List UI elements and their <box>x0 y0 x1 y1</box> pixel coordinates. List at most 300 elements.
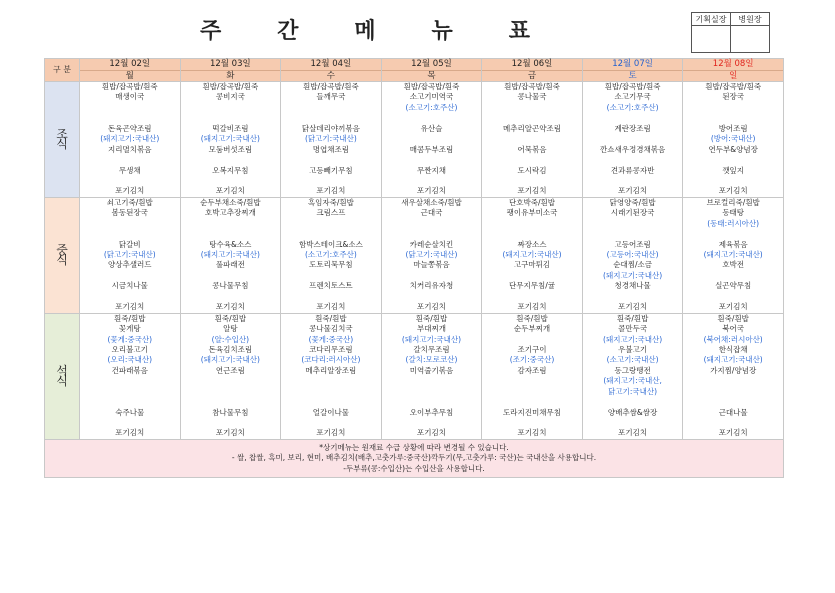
weekly-menu-table <box>44 58 784 478</box>
menu-item <box>482 387 582 397</box>
menu-item: 흰죽/흰밥 <box>315 313 347 323</box>
menu-item: 건파래볶음 <box>111 365 148 375</box>
footer-line: -두부류(콩:수입산)는 수입산을 사용합니다. <box>343 463 485 473</box>
day-date: 12월 03일 <box>181 59 281 71</box>
menu-item: 떡갈비조림 <box>212 123 249 133</box>
menu-item: 매콤두부조림 <box>409 144 454 154</box>
menu-item: 고등어조림 <box>614 239 651 249</box>
menu-item <box>382 155 482 165</box>
menu-cell <box>482 197 583 313</box>
menu-item <box>382 176 482 186</box>
menu-cell <box>683 313 784 439</box>
menu-item: 양상추샐러드 <box>108 260 152 270</box>
menu-item <box>181 229 281 239</box>
menu-item: 깐쇼새우정경채볶음 <box>599 144 666 154</box>
menu-item: (돼지고기:국내산) <box>502 250 562 259</box>
menu-item: 탕수육&소스 <box>209 239 252 249</box>
day-header <box>582 59 683 82</box>
menu-item <box>482 176 582 186</box>
menu-item: 호박고추장찌개 <box>204 208 256 218</box>
menu-item: 오리불고기 <box>111 344 148 354</box>
menu-item <box>80 219 180 229</box>
day-header <box>180 59 281 82</box>
menu-item: (알:수입산) <box>211 334 250 344</box>
day-header <box>381 59 482 82</box>
menu-item <box>281 113 381 123</box>
menu-item <box>482 219 582 229</box>
menu-item: 우불고기 <box>618 344 648 354</box>
menu-item: 팽이유부미소국 <box>506 208 558 218</box>
menu-item <box>382 219 482 229</box>
menu-cell <box>381 82 482 198</box>
menu-item: 흰죽/흰밥 <box>114 313 146 323</box>
menu-cell <box>80 82 181 198</box>
menu-item: 갈치무조림 <box>413 344 450 354</box>
menu-item: 연두부&양념장 <box>708 144 758 154</box>
day-header <box>482 59 583 82</box>
menu-item: 조기구이 <box>517 344 547 354</box>
menu-item <box>583 113 683 123</box>
menu-item <box>382 229 482 239</box>
menu-item: 흰죽/흰밥 <box>415 313 448 323</box>
menu-item <box>482 335 582 345</box>
menu-item: 양배추쌈&쌈장 <box>607 407 658 417</box>
menu-item: 돈육김치조림 <box>208 344 253 354</box>
menu-item <box>80 271 180 281</box>
menu-item: 코다리무조림 <box>309 344 353 354</box>
meal-row <box>45 197 784 313</box>
menu-item <box>181 176 281 186</box>
menu-item <box>683 113 783 123</box>
menu-item <box>583 155 683 165</box>
title-letter: 표 <box>508 19 530 44</box>
menu-cell <box>180 197 281 313</box>
menu-cell <box>281 313 382 439</box>
menu-item: 감자조림 <box>517 365 547 375</box>
menu-item <box>482 134 582 144</box>
day-of-week: 토 <box>628 70 637 81</box>
menu-item <box>281 387 381 397</box>
day-date: 12월 02일 <box>80 59 180 71</box>
menu-item <box>80 292 180 302</box>
approval-label: 병원장 <box>731 13 770 26</box>
day-of-week: 금 <box>527 70 537 81</box>
menu-cell <box>683 197 784 313</box>
menu-item: 소고기무국 <box>614 92 651 102</box>
menu-item: 실곤약무침 <box>715 281 752 291</box>
menu-item: 흰밥/잡곡밥/흰죽 <box>202 82 259 91</box>
menu-item: 포기김치 <box>215 428 245 438</box>
menu-cell <box>281 82 382 198</box>
menu-item: (북어채:러시아산) <box>703 334 763 344</box>
menu-item: 짜장소스 <box>517 239 547 249</box>
menu-item: 포기김치 <box>316 428 346 438</box>
menu-item <box>583 229 683 239</box>
menu-item: 도라지진미채무침 <box>503 407 562 417</box>
menu-item: 참나물무침 <box>212 407 249 417</box>
menu-item: 명엽채조림 <box>312 144 350 154</box>
menu-cell <box>381 313 482 439</box>
menu-item <box>281 397 381 407</box>
footer-line: - 쌀, 찹쌀, 흑미, 보리, 현미, 배추김치(배추,고춧가루:중국산)깍두기(무,고춧가루: 국산)는 국내산을 사용합니다. <box>231 453 597 463</box>
menu-item: 새우살채소죽/흰밥 <box>401 197 462 207</box>
menu-item <box>80 176 180 186</box>
header-corner: 구 분 <box>45 59 80 82</box>
menu-item: (오리:국내산) <box>107 355 153 365</box>
day-of-week: 일 <box>729 70 738 81</box>
menu-item: 흰밥/잡곡밥/흰죽 <box>101 82 158 91</box>
day-of-week: 수 <box>326 70 336 81</box>
menu-item <box>382 134 482 144</box>
footer-notes <box>45 439 784 477</box>
title-letter: 메 <box>354 19 376 44</box>
menu-cell <box>582 82 683 198</box>
approval-sign-area <box>731 26 770 53</box>
menu-item <box>181 292 281 302</box>
meal-label: 조 식 <box>45 82 80 198</box>
menu-cell <box>381 197 482 313</box>
menu-item: 매생이국 <box>115 92 145 102</box>
menu-item: 포기김치 <box>618 428 648 438</box>
menu-item: 카레순살치킨 <box>409 239 454 249</box>
menu-cell <box>281 197 382 313</box>
menu-item: 포기김치 <box>517 186 547 196</box>
menu-item: (돼지고기:국내산) <box>703 250 763 259</box>
menu-item <box>583 397 683 407</box>
menu-item <box>382 418 482 428</box>
menu-item: 메추리알곤약조림 <box>503 123 562 133</box>
menu-item: 포기김치 <box>316 186 346 196</box>
menu-item <box>181 271 281 281</box>
menu-item: 닭고기:국내산) <box>608 386 658 396</box>
menu-item: 포기김치 <box>316 302 346 312</box>
menu-item: (돼지고기:국내산) <box>603 334 663 344</box>
menu-item: (돼지고기:국내산) <box>100 134 160 144</box>
menu-item: 포기김치 <box>618 302 648 312</box>
menu-item <box>683 387 783 397</box>
approval-label: 기획실장 <box>692 13 731 26</box>
title-letter: 뉴 <box>431 19 453 44</box>
menu-item <box>181 397 281 407</box>
menu-item <box>482 113 582 123</box>
menu-item: 포기김치 <box>416 428 446 438</box>
menu-cell <box>683 82 784 198</box>
menu-item <box>583 292 683 302</box>
approval-box <box>691 12 770 53</box>
menu-item <box>482 155 582 165</box>
menu-item <box>281 103 381 113</box>
menu-item: 들깨무국 <box>316 92 346 102</box>
menu-item: (돼지고기:국내산) <box>200 134 260 144</box>
menu-item: 가지찜/양념장 <box>710 365 757 375</box>
menu-item: 단무지무침/귤 <box>509 281 556 291</box>
menu-item: 포기김치 <box>718 428 748 438</box>
menu-item: 흰죽/흰밥 <box>214 313 247 323</box>
menu-item: 제육볶음 <box>718 239 748 249</box>
day-date: 12월 08일 <box>683 59 783 71</box>
menu-item <box>683 229 783 239</box>
menu-item <box>80 387 180 397</box>
menu-item <box>80 113 180 123</box>
meal-label: 중 식 <box>45 197 80 313</box>
menu-item: (돼지고기:국내산) <box>703 355 763 365</box>
menu-cell <box>180 313 281 439</box>
menu-item <box>683 271 783 281</box>
meal-row <box>45 82 784 198</box>
menu-item: 무생채 <box>118 165 141 175</box>
menu-item <box>281 229 381 239</box>
menu-item <box>80 103 180 113</box>
menu-item <box>482 376 582 386</box>
menu-item: (조기:중국산) <box>509 355 555 365</box>
menu-item: 고등빼기무침 <box>309 165 353 175</box>
menu-item: 부대찌개 <box>416 324 446 334</box>
menu-item: 닭갈비 <box>118 239 141 249</box>
menu-item <box>683 376 783 386</box>
menu-item: 순대찜/소금 <box>613 260 652 270</box>
menu-item: (꽃게:중국산) <box>107 334 153 344</box>
menu-item: 메추리알장조림 <box>305 365 357 375</box>
day-of-week: 목 <box>427 70 436 81</box>
menu-item: 포기김치 <box>517 428 547 438</box>
menu-item: 오이부추무침 <box>409 407 454 417</box>
menu-item: (돼지고기:국내산) <box>603 270 663 280</box>
menu-item: 포기김치 <box>115 428 145 438</box>
footer-line: *상기메뉴는 원재료 수급 상황에 따라 변경될 수 있습니다. <box>319 442 509 452</box>
menu-item <box>80 155 180 165</box>
menu-item: 돈육곤약조림 <box>108 123 152 133</box>
menu-item: 포기김치 <box>416 302 446 312</box>
menu-item: 한식잡채 <box>718 344 748 354</box>
menu-item <box>683 103 783 113</box>
menu-item <box>181 113 281 123</box>
menu-item <box>281 376 381 386</box>
menu-item: 콩비지국 <box>215 92 245 102</box>
menu-item: 도시락김 <box>517 165 547 175</box>
menu-item: 호박전 <box>722 260 745 270</box>
menu-item: 풀파래전 <box>215 260 245 270</box>
menu-item: 닭영양죽/흰밥 <box>609 197 656 207</box>
day-of-week: 화 <box>226 70 235 81</box>
menu-item <box>382 387 482 397</box>
menu-item: 흰밥/잡곡밥/흰죽 <box>604 82 661 91</box>
menu-item <box>281 271 381 281</box>
menu-item: 크림스프 <box>316 208 346 218</box>
menu-item: 흰밥/잡곡밥/흰죽 <box>403 82 460 91</box>
menu-item: 흰죽/흰밥 <box>717 313 749 323</box>
menu-item: 흰밥/잡곡밥/흰죽 <box>303 82 359 91</box>
day-header <box>281 59 382 82</box>
menu-item: 계란장조림 <box>614 123 651 133</box>
menu-item: 근대나물 <box>718 407 748 417</box>
menu-item: (닭고기:국내산) <box>405 250 458 259</box>
menu-item: 순두부찌개 <box>513 324 551 334</box>
menu-item: 순두부채소죽/흰밥 <box>200 197 261 207</box>
menu-item: (동태:러시아산) <box>707 218 760 228</box>
menu-item: (닭고기:국내산) <box>103 250 156 259</box>
menu-item: 치커리유자청 <box>409 281 454 291</box>
day-date: 12월 06일 <box>482 59 582 71</box>
menu-item: (고등어:국내산) <box>606 250 659 259</box>
day-date: 12월 07일 <box>583 59 683 71</box>
day-header <box>683 59 784 82</box>
menu-item: 콜만두국 <box>618 324 648 334</box>
menu-item <box>281 292 381 302</box>
menu-item <box>482 418 582 428</box>
menu-item: 시래기된장국 <box>610 208 655 218</box>
menu-item: 포기김치 <box>115 186 145 196</box>
menu-item: 쇠고기죽/흰밥 <box>106 197 153 207</box>
menu-item <box>80 397 180 407</box>
menu-item: 브로컬리죽/흰밥 <box>706 197 760 207</box>
menu-item <box>683 292 783 302</box>
menu-item: 포기김치 <box>215 302 245 312</box>
menu-item <box>382 376 482 386</box>
menu-cell <box>482 82 583 198</box>
menu-item: 유산슬 <box>420 123 443 133</box>
menu-item <box>382 292 482 302</box>
menu-item <box>683 176 783 186</box>
menu-cell <box>582 313 683 439</box>
menu-item: 고구마튀김 <box>513 260 551 270</box>
menu-cell <box>482 313 583 439</box>
menu-item: 견과류콩자반 <box>610 165 655 175</box>
menu-item <box>482 271 582 281</box>
menu-item: 흑임자죽/흰밥 <box>307 197 354 207</box>
menu-item: 프렌치토스트 <box>309 281 353 291</box>
menu-item <box>281 219 381 229</box>
menu-item <box>181 219 281 229</box>
menu-item: 깻잎지 <box>722 165 745 175</box>
menu-item: 꽃게탕 <box>118 324 141 334</box>
menu-item: 근대국 <box>420 208 443 218</box>
menu-item: 북어국 <box>722 324 745 334</box>
day-date: 12월 04일 <box>281 59 381 71</box>
menu-item: 도토리묵무침 <box>309 260 353 270</box>
menu-cell <box>582 197 683 313</box>
menu-item: 된장국 <box>722 92 745 102</box>
menu-item <box>181 376 281 386</box>
menu-item: 닭살데리야끼볶음 <box>301 123 360 133</box>
menu-item <box>482 397 582 407</box>
menu-item: (코다리:러시아산) <box>301 355 361 365</box>
meal-row <box>45 313 784 439</box>
menu-item: 숙주나물 <box>115 407 145 417</box>
menu-item <box>382 271 482 281</box>
menu-item <box>181 103 281 113</box>
menu-item <box>683 418 783 428</box>
menu-item <box>482 229 582 239</box>
day-date: 12월 05일 <box>382 59 482 71</box>
menu-item: 동태탕 <box>722 208 745 218</box>
menu-item: 봄동된장국 <box>111 208 148 218</box>
menu-item: (돼지고기:국내산) <box>200 250 260 259</box>
menu-item: 시금치나물 <box>111 281 148 291</box>
menu-item <box>181 387 281 397</box>
menu-item: 포기김치 <box>718 186 748 196</box>
menu-item <box>281 155 381 165</box>
menu-item: 콩나물김치국 <box>309 324 353 334</box>
menu-item: 흰밥/잡곡밥/흰죽 <box>705 82 762 91</box>
menu-item: (꽃게:중국산) <box>308 334 354 344</box>
day-header <box>80 59 181 82</box>
menu-item: 지리멸치볶음 <box>108 144 152 154</box>
menu-item: 청경채나물 <box>614 281 651 291</box>
menu-item: 동그랑땡전 <box>614 365 651 375</box>
meal-label: 석 식 <box>45 313 80 439</box>
menu-item: (돼지고기:국내산) <box>200 355 260 365</box>
menu-item: (돼지고기:국내산) <box>401 334 462 344</box>
day-of-week: 월 <box>125 70 134 81</box>
menu-item: 연근조림 <box>215 365 245 375</box>
menu-item: 포기김치 <box>416 186 446 196</box>
menu-item: 흰죽/흰밥 <box>516 313 548 323</box>
menu-item: 무짠지채 <box>416 165 446 175</box>
menu-item <box>181 418 281 428</box>
menu-item: 포기김치 <box>517 302 547 312</box>
menu-item <box>382 397 482 407</box>
page-title <box>200 14 530 45</box>
menu-item <box>382 113 482 123</box>
menu-item: (소고기:호주산) <box>304 250 357 259</box>
menu-item: 오복지무침 <box>212 165 249 175</box>
menu-item <box>583 219 683 229</box>
title-letter: 간 <box>277 19 299 44</box>
menu-item: 흰죽/흰밥 <box>616 313 649 323</box>
menu-item: 마늘쫑볶음 <box>413 260 450 270</box>
menu-item: 콩나물국 <box>517 92 547 102</box>
menu-item <box>181 155 281 165</box>
menu-item <box>482 103 582 113</box>
menu-item <box>482 292 582 302</box>
menu-item: 콩나물무침 <box>212 281 249 291</box>
menu-item: 단호박죽/흰밥 <box>509 197 556 207</box>
menu-item: (닭고기:국내산) <box>304 134 357 144</box>
menu-item <box>281 176 381 186</box>
menu-cell <box>80 313 181 439</box>
menu-item: (소고기:국내산) <box>606 355 659 365</box>
menu-item: 포기김치 <box>115 302 145 312</box>
menu-item: 포기김치 <box>618 186 648 196</box>
menu-cell <box>180 82 281 198</box>
menu-item: 함박스테이크&소스 <box>299 239 363 249</box>
menu-item: 어묵볶음 <box>517 144 547 154</box>
menu-item: (갈치:모로코산) <box>405 355 458 365</box>
menu-item <box>281 418 381 428</box>
menu-item: 얼갈이나물 <box>312 407 350 417</box>
menu-item: 흰밥/잡곡밥/흰죽 <box>504 82 560 91</box>
menu-item: 포기김치 <box>215 186 245 196</box>
menu-item: 알탕 <box>223 324 238 334</box>
menu-item: (방어:국내산) <box>710 134 756 144</box>
approval-sign-area <box>692 26 731 53</box>
menu-item: 소고기미역국 <box>409 92 454 102</box>
menu-item <box>80 376 180 386</box>
menu-item: (소고기:호주산) <box>405 102 458 112</box>
menu-item <box>80 229 180 239</box>
menu-item: 모둠버섯조림 <box>208 144 253 154</box>
menu-item: 방어조림 <box>718 123 748 133</box>
title-letter: 주 <box>200 19 222 44</box>
menu-item <box>80 418 180 428</box>
menu-item <box>683 155 783 165</box>
menu-item <box>583 418 683 428</box>
menu-item <box>583 134 683 144</box>
menu-item <box>683 397 783 407</box>
menu-item: 미역줄기볶음 <box>409 365 454 375</box>
menu-item: 포기김치 <box>718 302 748 312</box>
menu-item: (소고기:호주산) <box>606 102 659 112</box>
